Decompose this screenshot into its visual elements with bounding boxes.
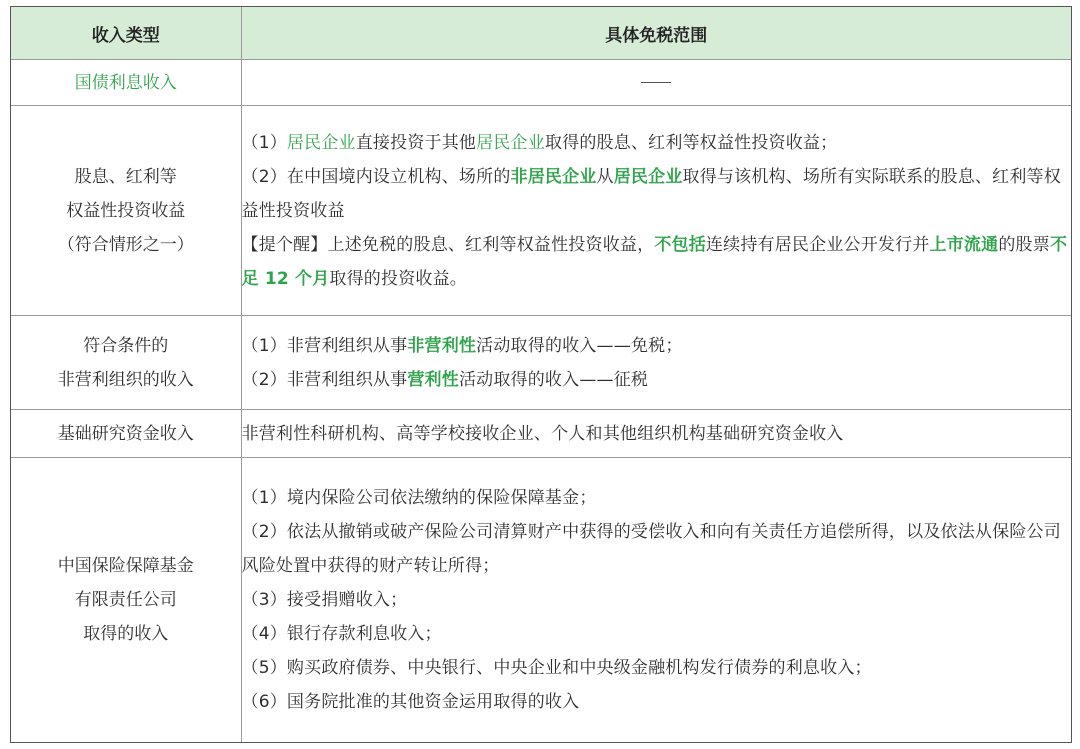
scope-text: （6）国务院批准的其他资金运用取得的收入 — [241, 692, 580, 712]
income-type-line: 国债利息收入 — [74, 72, 177, 93]
empty-dash-mark — [641, 82, 671, 83]
scope-text: （4）银行存款利息收入； — [241, 624, 442, 644]
income-type-line: 基础研究资金收入 — [57, 423, 194, 444]
scope-text: （1） — [241, 132, 287, 153]
income-type-line: （符合情形之一） — [57, 234, 194, 255]
scope-paragraph — [242, 363, 1072, 397]
header-exempt-scope: 具体免税范围 — [241, 7, 1071, 60]
scope-paragraph — [242, 617, 1072, 651]
header-income-type: 收入类型 — [11, 7, 241, 60]
scope-highlight: 居民企业 — [476, 132, 545, 153]
income-type-cell — [11, 106, 241, 316]
income-type-line: 有限责任公司 — [74, 590, 177, 610]
scope-highlight: 营利性 — [407, 369, 459, 390]
scope-text: （2）在中国境内设立机构、场所的 — [241, 166, 511, 187]
scope-paragraph — [242, 481, 1072, 515]
table-row — [11, 410, 1071, 458]
scope-text: （2）非营利组织从事 — [241, 369, 408, 390]
table-row — [11, 60, 1071, 106]
scope-highlight: 非营利性 — [407, 335, 477, 356]
scope-text: 活动取得的收入——征税 — [458, 369, 649, 390]
scope-paragraph — [242, 329, 1072, 363]
scope-paragraph — [242, 160, 1072, 228]
scope-text: 取得的股息、红利等权益性投资收益； — [544, 132, 838, 153]
exempt-scope-cell — [241, 316, 1071, 410]
scope-paragraph — [242, 126, 1072, 160]
scope-highlight: 非居民企业 — [510, 166, 597, 187]
scope-text: 的股票 — [998, 234, 1050, 255]
table-row — [11, 106, 1071, 316]
scope-paragraph — [242, 685, 1072, 719]
exempt-scope-cell — [241, 106, 1071, 316]
scope-text: 从 — [596, 166, 614, 187]
tax-exemption-table-frame — [10, 6, 1072, 743]
scope-highlight: 不包括 — [654, 234, 706, 255]
table-header-row — [11, 7, 1071, 60]
income-type-line: 符合条件的 — [83, 335, 169, 356]
exempt-scope-cell — [241, 410, 1071, 458]
scope-paragraph — [242, 651, 1072, 685]
scope-text: （1）非营利组织从事 — [241, 335, 408, 356]
income-type-line: 股息、红利等 — [74, 166, 177, 187]
scope-text: （5）购买政府债券、中央银行、中央企业和中央级金融机构发行债券的利息收入； — [241, 658, 872, 678]
scope-text: （1）境内保险公司依法缴纳的保险保障基金； — [241, 488, 597, 508]
scope-text: （3）接受捐赠收入； — [241, 590, 408, 610]
scope-highlight: 不足 12 个月 — [241, 234, 1068, 289]
scope-text: 活动取得的收入——免税； — [476, 335, 683, 356]
scope-text: （2）依法从撤销或破产保险公司清算财产中获得的受偿收入和向有关责任方追偿所得，以及依法从保险公司风险处置中获得的财产转让所得； — [241, 522, 1061, 576]
income-type-cell — [11, 60, 241, 106]
income-type-cell — [11, 458, 241, 743]
income-type-cell — [11, 410, 241, 458]
scope-paragraph — [242, 583, 1072, 617]
scope-highlight: 居民企业 — [613, 166, 683, 187]
scope-text: 非营利性科研机构、高等学校接收企业、个人和其他组织机构基础研究资金收入 — [241, 423, 844, 444]
exempt-scope-cell — [241, 458, 1071, 743]
scope-text: 连续持有居民企业公开发行并 — [705, 234, 930, 255]
scope-text: 【提个醒】上述免税的股息、红利等权益性投资收益， — [241, 234, 655, 255]
scope-paragraph — [242, 417, 1072, 451]
scope-paragraph-reminder — [242, 228, 1072, 296]
income-type-line: 中国保险保障基金 — [57, 556, 194, 576]
table-row — [11, 316, 1071, 410]
scope-text: 取得与该机构、场所有实际联系的股息、红利等权益性投资收益 — [241, 166, 1061, 221]
income-type-line: 非营利组织的收入 — [57, 369, 194, 390]
tax-exemption-table — [11, 7, 1071, 742]
scope-highlight: 上市流通 — [929, 234, 999, 255]
scope-text: 直接投资于其他 — [355, 132, 477, 153]
scope-text: 取得的投资收益。 — [329, 268, 468, 289]
exempt-scope-cell — [241, 60, 1071, 106]
scope-highlight: 居民企业 — [286, 132, 356, 153]
scope-paragraph — [242, 515, 1072, 583]
income-type-line: 取得的收入 — [83, 624, 169, 644]
income-type-cell — [11, 316, 241, 410]
table-row — [11, 458, 1071, 743]
income-type-line: 权益性投资收益 — [66, 200, 186, 221]
